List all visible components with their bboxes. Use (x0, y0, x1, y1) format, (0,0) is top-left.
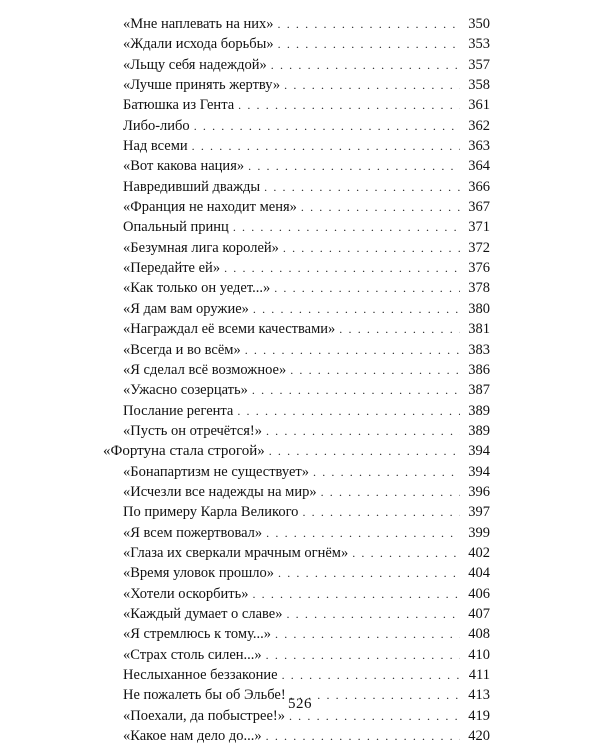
toc-entry (0, 156, 600, 176)
toc-entry-title: Не пожалеть бы об Эльбе! (123, 687, 286, 704)
toc-entry-title: «Передайте ей» (123, 260, 221, 277)
toc-entry (0, 543, 600, 563)
toc-entry-page: 380 (468, 300, 490, 317)
dot-leader (352, 543, 460, 563)
dot-leader (284, 75, 460, 95)
toc-entry-title: «Вот какова нация» (123, 158, 245, 175)
dot-leader (266, 523, 460, 543)
toc-entry-page: 376 (468, 260, 490, 277)
toc-entry-title: «Я всем пожертвовал» (123, 524, 263, 541)
toc-entry-page: 387 (468, 382, 490, 399)
dot-leader (321, 482, 460, 502)
dot-leader (264, 177, 460, 197)
toc-entry-page: 399 (468, 524, 490, 541)
toc-entry (0, 624, 600, 644)
toc-entry (0, 278, 600, 298)
toc-entry (0, 360, 600, 380)
toc-entry-title: «Франция не находит меня» (123, 199, 297, 216)
toc-entry-page: 371 (468, 219, 490, 236)
toc-entry (0, 604, 600, 624)
toc-entry-page: 389 (468, 402, 490, 419)
toc-entry-title: По примеру Карла Великого (123, 504, 299, 521)
toc-entry-title: «Награждал её всеми качествами» (123, 321, 336, 338)
toc-entry (0, 665, 600, 685)
toc-entry (0, 177, 600, 197)
toc-entry-page: 411 (468, 667, 490, 683)
dot-leader (278, 34, 460, 54)
toc-entry-page: 361 (468, 97, 490, 114)
toc-entry (0, 401, 600, 421)
toc-entry-page: 410 (468, 646, 490, 663)
toc-entry-title: «Безумная лига королей» (123, 239, 279, 256)
toc-entry-title: «Ужасно созерцать» (123, 382, 248, 399)
toc-entry-title: «Каждый думает о славе» (123, 605, 283, 622)
toc-entry (0, 421, 600, 441)
toc-entry-page: 350 (468, 16, 490, 32)
toc-entry-page: 381 (468, 321, 490, 338)
toc-entry (0, 319, 600, 339)
toc-entry-page: 419 (468, 707, 490, 724)
toc-entry (0, 584, 600, 604)
toc-entry-title: «Хотели оскорбить» (123, 585, 249, 602)
toc-entry-title: «Исчезли все надежды на мир» (123, 483, 317, 500)
toc-entry-page: 378 (468, 280, 490, 297)
toc-entry (0, 299, 600, 319)
toc-entry-page: 386 (468, 361, 490, 378)
toc-entry-page: 362 (468, 117, 490, 134)
dot-leader (194, 116, 460, 136)
toc-entry-title: «Льщу себя надеждой» (123, 56, 267, 73)
toc-entry-page: 372 (468, 239, 490, 256)
toc-entry-title: «Фортуна стала строгой» (103, 443, 265, 460)
toc-entry-page: 389 (468, 422, 490, 439)
toc-entry-page: 397 (468, 504, 490, 521)
toc-entry-title: «Поехали, да побыстрее!» (123, 707, 285, 724)
toc-entry-title: «Я стремлюсь к тому...» (123, 626, 271, 643)
toc-entry (0, 258, 600, 278)
toc-entry (0, 726, 600, 746)
toc-entry (0, 441, 600, 461)
toc-entry-title: «Всегда и во всём» (123, 341, 241, 358)
toc-entry (0, 380, 600, 400)
dot-leader (282, 665, 460, 685)
toc-entry-page: 406 (468, 585, 490, 602)
toc-entry-title: Над всеми (123, 138, 188, 155)
dot-leader (274, 278, 460, 298)
toc-entry (0, 75, 600, 95)
toc-entry-title: «Я дам вам оружие» (123, 300, 249, 317)
toc-entry-page: 413 (468, 687, 490, 704)
toc-entry-title: «Бонапартизм не существует» (123, 463, 309, 480)
toc-entry (0, 217, 600, 237)
toc-entry (0, 116, 600, 136)
toc-entry (0, 482, 600, 502)
toc-entry-page: 394 (468, 463, 490, 480)
toc-entry (0, 238, 600, 258)
toc-entry-title: Батюшка из Гента (123, 97, 235, 114)
toc-entry-page: 408 (468, 626, 490, 643)
toc-entry (0, 197, 600, 217)
dot-leader (238, 95, 460, 115)
dot-leader (253, 299, 460, 319)
toc-entry (0, 523, 600, 543)
dot-leader (252, 380, 460, 400)
toc-entry-page: 366 (468, 178, 490, 195)
toc-entry-page: 394 (468, 443, 490, 460)
dot-leader (233, 217, 460, 237)
toc-entry-title: «Пусть он отречётся!» (123, 422, 262, 439)
dot-leader (266, 645, 460, 665)
dot-leader (269, 441, 460, 461)
toc-entry (0, 563, 600, 583)
dot-leader (224, 258, 460, 278)
toc-entry-title: «Как только он уедет...» (123, 280, 271, 297)
toc-entry-title: «Страх столь силен...» (123, 646, 262, 663)
toc-entry (0, 462, 600, 482)
toc-entry-page: 420 (468, 728, 490, 745)
toc-entry-page: 367 (468, 199, 490, 216)
dot-leader (313, 462, 460, 482)
dot-leader (192, 136, 460, 156)
toc-entry-title: «Я сделал всё возможное» (123, 361, 287, 378)
table-of-contents (0, 14, 600, 746)
dot-leader (283, 238, 460, 258)
dot-leader (252, 584, 460, 604)
toc-entry (0, 95, 600, 115)
dot-leader (245, 340, 460, 360)
dot-leader (339, 319, 460, 339)
dot-leader (248, 156, 460, 176)
page-number: 526 (288, 696, 312, 712)
dot-leader (237, 401, 460, 421)
toc-entry-title: Опальный принц (123, 219, 229, 236)
dot-leader (266, 421, 460, 441)
toc-entry (0, 645, 600, 665)
toc-entry-title: Неслыханное беззаконие (123, 667, 278, 683)
toc-entry-page: 363 (468, 138, 490, 155)
toc-entry (0, 34, 600, 54)
dot-leader (275, 624, 460, 644)
toc-entry (0, 55, 600, 75)
toc-entry-title: «Лучше принять жертву» (123, 77, 281, 94)
toc-entry (0, 502, 600, 522)
toc-entry-page: 404 (468, 565, 490, 582)
toc-entry-title: «Какое нам дело до...» (123, 728, 262, 745)
toc-entry-page: 383 (468, 341, 490, 358)
toc-entry-title: «Глаза их сверкали мрачным огнём» (123, 544, 349, 561)
toc-entry (0, 340, 600, 360)
dot-leader (290, 360, 460, 380)
dot-leader (301, 197, 460, 217)
toc-entry-title: Навредивший дважды (123, 178, 261, 195)
toc-entry (0, 136, 600, 156)
dot-leader (286, 604, 460, 624)
toc-entry-title: «Ждали исхода борьбы» (123, 36, 274, 53)
dot-leader (271, 55, 460, 75)
toc-entry-title: Либо-либо (123, 117, 190, 134)
dot-leader (278, 14, 460, 34)
dot-leader (302, 502, 460, 522)
toc-entry-title: Послание регента (123, 402, 234, 419)
toc-entry-page: 364 (468, 158, 490, 175)
toc-entry (0, 14, 600, 34)
toc-entry-page: 396 (468, 483, 490, 500)
toc-entry-page: 402 (468, 544, 490, 561)
dot-leader (278, 563, 460, 583)
toc-entry-title: «Мне наплевать на них» (123, 16, 274, 32)
toc-entry-page: 353 (468, 36, 490, 53)
dot-leader (266, 726, 460, 746)
toc-entry-title: «Время уловок прошло» (123, 565, 275, 582)
toc-entry-page: 357 (468, 56, 490, 73)
toc-entry-page: 358 (468, 77, 490, 94)
toc-entry-page: 407 (468, 605, 490, 622)
